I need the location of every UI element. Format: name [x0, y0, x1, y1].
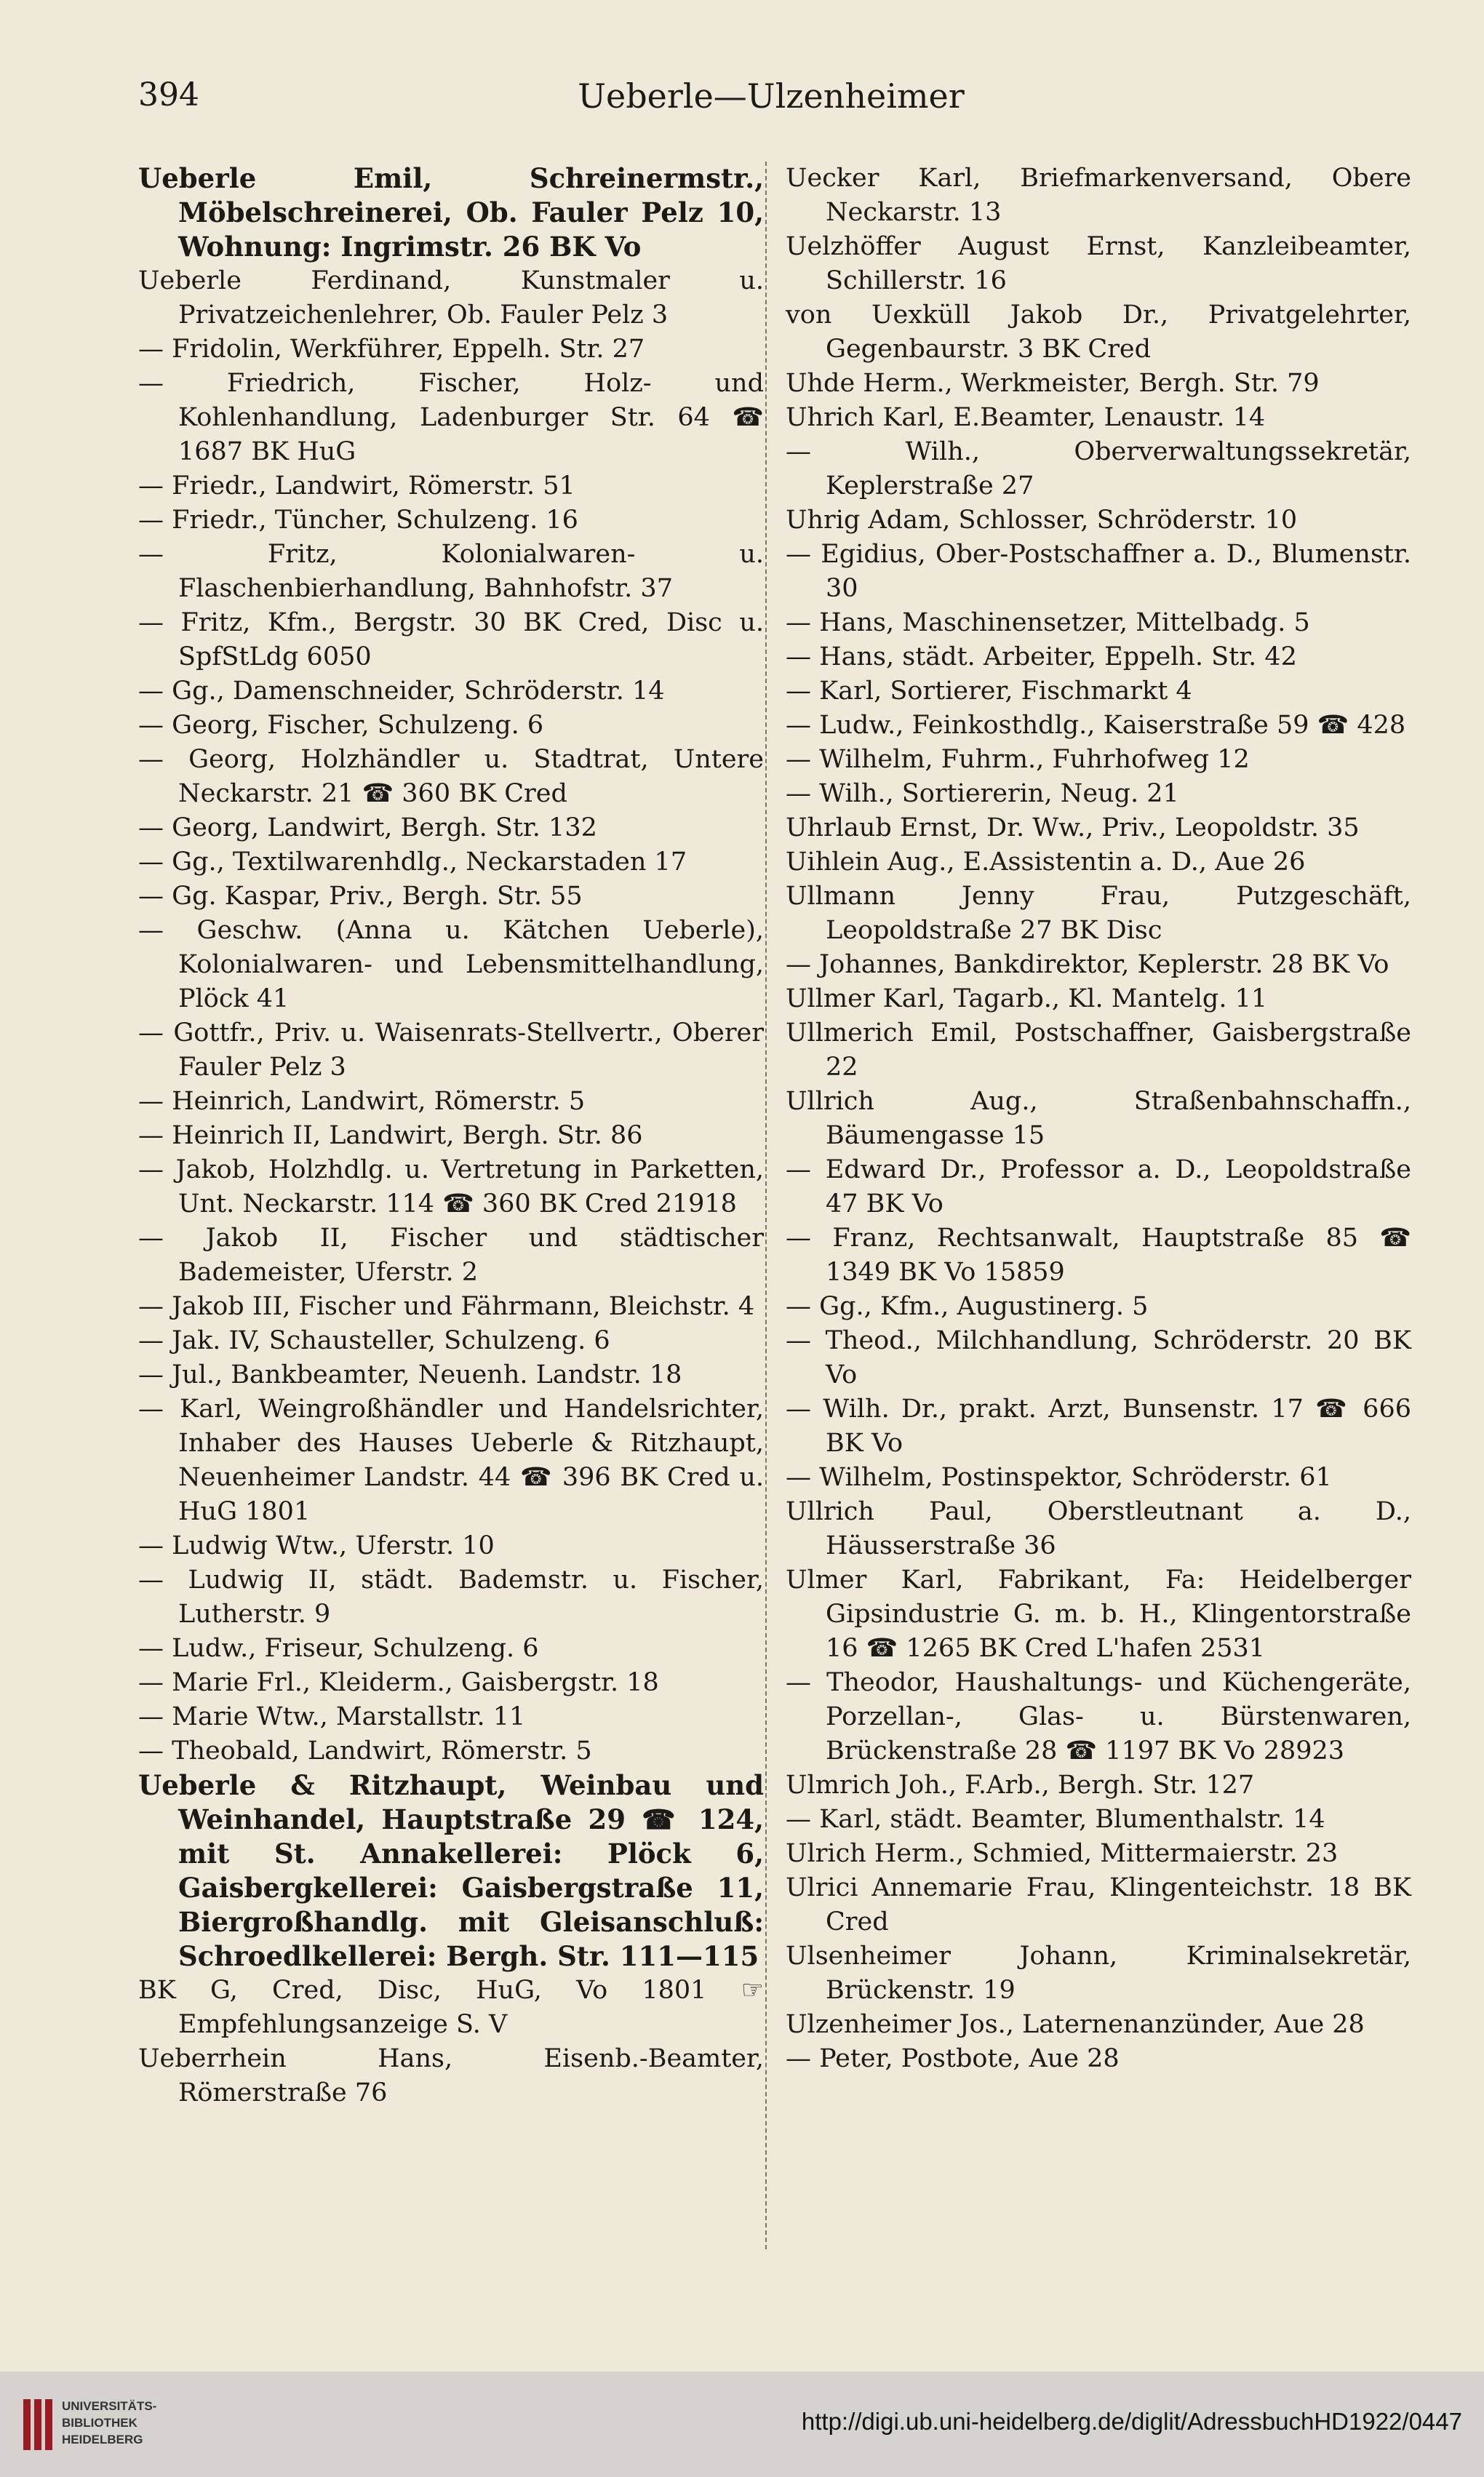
directory-entry: — Gg., Damenschneider, Schröderstr. 14 [138, 677, 665, 706]
directory-entry: — Gg., Textilwarenhdlg., Neckarstaden 17 [138, 847, 687, 877]
page-number: 394 [138, 76, 199, 113]
directory-entry: — Friedr., Landwirt, Römerstr. 51 [138, 471, 575, 500]
directory-entry: BK G, Cred, Disc, HuG, Vo 1801 ☞ Empfehlungsanzeige S. V [138, 1976, 764, 2039]
directory-entry: Ulmer Karl, Fabrikant, Fa: Heidelberger Gipsindustrie G. m. b. H., Klingentorstraße 16 ☎ 1265 BK Cred L'hafen 2531 [786, 1565, 1411, 1663]
running-head: Ueberle—Ulzenheimer [578, 76, 965, 116]
directory-entry: — Jakob II, Fischer und städtischer Bademeister, Uferstr. 2 [138, 1224, 764, 1287]
directory-entry: — Friedrich, Fischer, Holz- und Kohlenhandlung, Ladenburger Str. 64 ☎ 1687 BK HuG [138, 369, 764, 466]
directory-entry: — Wilh., Sortiererin, Neug. 21 [786, 779, 1179, 808]
directory-entry: — Gg., Kfm., Augustinerg. 5 [786, 1292, 1149, 1321]
directory-entry: — Geschw. (Anna u. Kätchen Ueberle), Kolonialwaren- und Lebensmittelhandlung, Plöck 41 [138, 916, 764, 1013]
directory-entry: — Fritz, Kfm., Bergstr. 30 BK Cred, Disc u. SpfStLdg 6050 [138, 608, 764, 671]
directory-entry: — Jakob III, Fischer und Fährmann, Bleichstr. 4 [138, 1292, 755, 1321]
library-logo [22, 2393, 196, 2459]
library-logo-icon [22, 2396, 54, 2453]
directory-entry: — Jul., Bankbeamter, Neuenh. Landstr. 18 [138, 1360, 682, 1389]
directory-entry: — Franz, Rechtsanwalt, Hauptstraße 85 ☎ 1349 BK Vo 15859 [786, 1224, 1411, 1287]
directory-entry: — Georg, Holzhändler u. Stadtrat, Untere Neckarstr. 21 ☎ 360 BK Cred [138, 745, 764, 808]
directory-entry: — Gottfr., Priv. u. Waisenrats-Stellvertr., Oberer Fauler Pelz 3 [138, 1018, 764, 1082]
directory-entry: — Heinrich, Landwirt, Römerstr. 5 [138, 1087, 586, 1116]
directory-entry: — Theodor, Haushaltungs- und Küchengeräte, Porzellan-, Glas- u. Bürstenwaren, Brückenstraße 28 ☎ 1197 BK Vo 28923 [786, 1668, 1411, 1766]
directory-entry: Uhrich Karl, E.Beamter, Lenaustr. 14 [786, 403, 1266, 432]
directory-entry: Ulrici Annemarie Frau, Klingenteichstr. 18 BK Cred [786, 1873, 1411, 1936]
directory-entry: — Hans, städt. Arbeiter, Eppelh. Str. 42 [786, 642, 1297, 671]
directory-entry: — Georg, Landwirt, Bergh. Str. 132 [138, 813, 597, 842]
directory-entry: — Heinrich II, Landwirt, Bergh. Str. 86 [138, 1121, 643, 1150]
column-divider [765, 161, 767, 2249]
directory-entry: Uhrlaub Ernst, Dr. Ww., Priv., Leopoldstr. 35 [786, 813, 1360, 842]
directory-entry: — Fritz, Kolonialwaren- u. Flaschenbierhandlung, Bahnhofstr. 37 [138, 540, 764, 603]
directory-entry: — Edward Dr., Professor a. D., Leopoldstraße 47 BK Vo [786, 1155, 1411, 1218]
directory-entry: Uelzhöffer August Ernst, Kanzleibeamter, Schillerstr. 16 [786, 232, 1411, 295]
directory-entry: Ulzenheimer Jos., Laternenanzünder, Aue 28 [786, 2010, 1365, 2039]
directory-entry: Ullmann Jenny Frau, Putzgeschäft, Leopoldstraße 27 BK Disc [786, 882, 1411, 945]
directory-entry: von Uexküll Jakob Dr., Privatgelehrter, Gegenbaurstr. 3 BK Cred [786, 300, 1411, 364]
directory-entry: Uecker Karl, Briefmarkenversand, Obere Neckarstr. 13 [786, 164, 1411, 227]
directory-entry: Ullmer Karl, Tagarb., Kl. Mantelg. 11 [786, 984, 1268, 1013]
directory-entry: Ueberle & Ritzhaupt, Weinbau und Weinhandel, Hauptstraße 29 ☎ 124, mit St. Annakellerei: Plöck 6, Gaisbergkellerei: Gaisbergstraße 11, Biergroßhandlg. mit Gleisanschluß: Schroedlkellerei: Bergh. Str. 111—115 [138, 1769, 764, 1972]
directory-entry: — Georg, Fischer, Schulzeng. 6 [138, 711, 544, 740]
source-url-link[interactable]: http://digi.ub.uni-heidelberg.de/diglit/AdressbuchHD1922/0447 [801, 2408, 1462, 2435]
directory-entry: — Peter, Postbote, Aue 28 [786, 2044, 1120, 2073]
directory-entry: — Friedr., Tüncher, Schulzeng. 16 [138, 506, 578, 535]
right-column [786, 161, 1411, 2076]
directory-entry: Ulsenheimer Johann, Kriminalsekretär, Brückenstr. 19 [786, 1942, 1411, 2005]
directory-entry: — Wilhelm, Postinspektor, Schröderstr. 61 [786, 1463, 1332, 1492]
page-header [138, 76, 1404, 127]
directory-entry: — Wilhelm, Fuhrm., Fuhrhofweg 12 [786, 745, 1250, 774]
directory-entry: Ulrich Herm., Schmied, Mittermaierstr. 23 [786, 1839, 1339, 1868]
directory-entry: — Wilh. Dr., prakt. Arzt, Bunsenstr. 17 ☎ 666 BK Vo [786, 1395, 1411, 1458]
directory-entry: — Karl, städt. Beamter, Blumenthalstr. 14 [786, 1805, 1325, 1834]
footer-bar [0, 2372, 1484, 2477]
directory-entry: — Fridolin, Werkführer, Eppelh. Str. 27 [138, 335, 645, 364]
directory-entry: Uihlein Aug., E.Assistentin a. D., Aue 26 [786, 847, 1306, 877]
directory-entry: — Egidius, Ober-Postschaffner a. D., Blumenstr. 30 [786, 540, 1411, 603]
left-column [138, 161, 764, 2110]
directory-entry: Uhrig Adam, Schlosser, Schröderstr. 10 [786, 506, 1298, 535]
directory-entry: Ueberrhein Hans, Eisenb.-Beamter, Römerstraße 76 [138, 2044, 764, 2107]
directory-entry: Ulmrich Joh., F.Arb., Bergh. Str. 127 [786, 1771, 1255, 1800]
directory-entry: — Ludwig II, städt. Bademstr. u. Fischer, Lutherstr. 9 [138, 1565, 764, 1629]
directory-entry: — Hans, Maschinensetzer, Mittelbadg. 5 [786, 608, 1310, 637]
directory-entry: Ullrich Aug., Straßenbahnschaffn., Bäumengasse 15 [786, 1087, 1411, 1150]
directory-entry: Uhde Herm., Werkmeister, Bergh. Str. 79 [786, 369, 1320, 398]
directory-entry: — Ludw., Friseur, Schulzeng. 6 [138, 1634, 539, 1663]
library-logo-text: UNIVERSITÄTS- BIBLIOTHEK HEIDELBERG [62, 2399, 157, 2446]
directory-entry: Ullmerich Emil, Postschaffner, Gaisbergstraße 22 [786, 1018, 1411, 1082]
directory-entry: — Marie Wtw., Marstallstr. 11 [138, 1702, 526, 1731]
directory-entry: — Karl, Sortierer, Fischmarkt 4 [786, 677, 1192, 706]
directory-entry: Ueberle Emil, Schreinermstr., Möbelschreinerei, Ob. Fauler Pelz 10, Wohnung: Ingrimstr. 26 BK Vo [138, 162, 764, 263]
directory-entry: — Ludwig Wtw., Uferstr. 10 [138, 1531, 495, 1560]
directory-entry: — Wilh., Oberverwaltungssekretär, Keplerstraße 27 [786, 437, 1411, 500]
directory-entry: — Gg. Kaspar, Priv., Bergh. Str. 55 [138, 882, 583, 911]
directory-entry: — Marie Frl., Kleiderm., Gaisbergstr. 18 [138, 1668, 659, 1697]
directory-entry: — Theobald, Landwirt, Römerstr. 5 [138, 1736, 592, 1766]
directory-entry: — Jakob, Holzhdlg. u. Vertretung in Parketten, Unt. Neckarstr. 114 ☎ 360 BK Cred 21918 [138, 1155, 764, 1218]
directory-entry: — Johannes, Bankdirektor, Keplerstr. 28 BK Vo [786, 950, 1389, 979]
directory-entry: — Karl, Weingroßhändler und Handelsrichter, Inhaber des Hauses Ueberle & Ritzhaupt, Neuenheimer Landstr. 44 ☎ 396 BK Cred u. HuG 1801 [138, 1395, 764, 1526]
directory-entry: — Ludw., Feinkosthdlg., Kaiserstraße 59 ☎ 428 [786, 711, 1406, 740]
directory-entry: Ueberle Ferdinand, Kunstmaler u. Privatzeichenlehrer, Ob. Fauler Pelz 3 [138, 266, 764, 330]
directory-entry: Ullrich Paul, Oberstleutnant a. D., Häusserstraße 36 [786, 1497, 1411, 1560]
directory-entry: — Jak. IV, Schausteller, Schulzeng. 6 [138, 1326, 610, 1355]
directory-entry: — Theod., Milchhandlung, Schröderstr. 20 BK Vo [786, 1326, 1411, 1389]
